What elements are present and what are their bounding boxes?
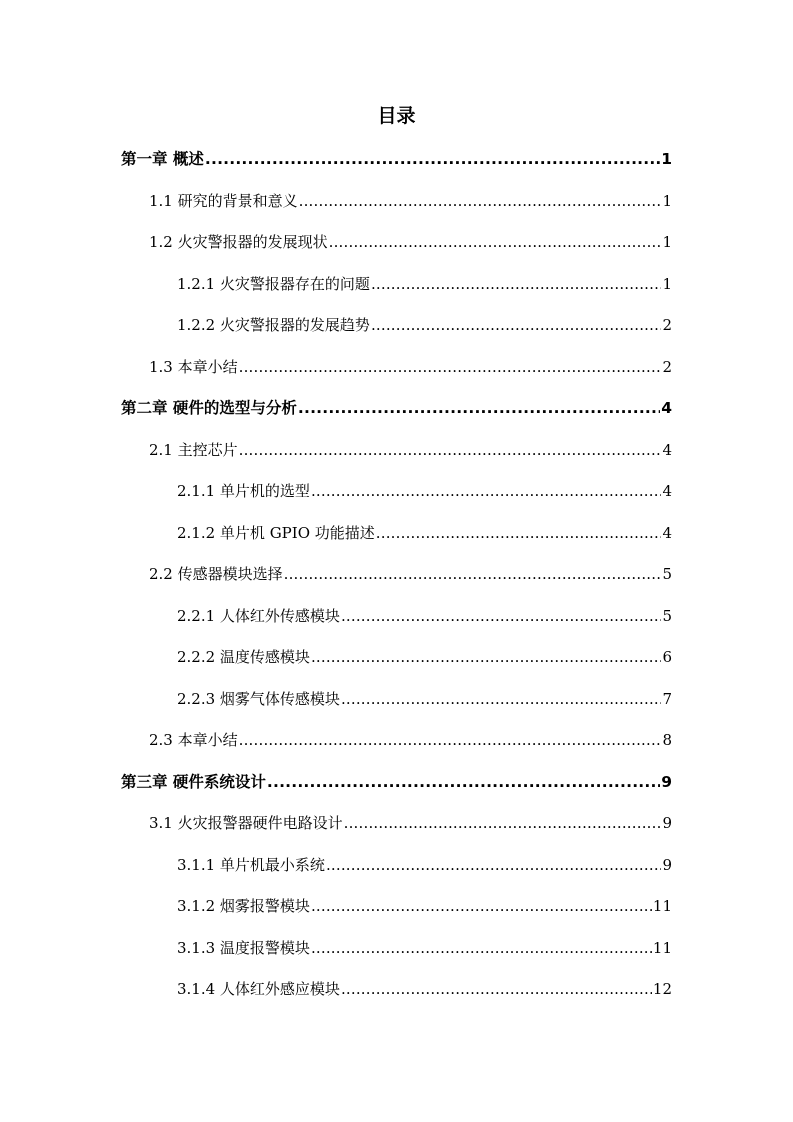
toc-section-entry[interactable] (149, 190, 672, 212)
toc-dot-leader (341, 605, 662, 627)
toc-dot-leader (311, 480, 662, 502)
toc-page-number: 7 (662, 689, 672, 708)
toc-dot-leader (205, 148, 660, 170)
toc-page-number: 1 (661, 150, 672, 168)
toc-entry-title: 3.1 火灾报警器硬件电路设计 (149, 814, 343, 832)
toc-entry-title: 3.1.4 人体红外感应模块 (177, 980, 340, 998)
toc-dot-leader (311, 646, 662, 668)
toc-entry-title: 3.1.2 烟雾报警模块 (177, 897, 310, 915)
toc-page-number: 5 (662, 565, 672, 583)
toc-chapter-entry[interactable] (121, 771, 672, 793)
toc-dot-leader (239, 439, 662, 461)
toc-page-number: 1 (662, 274, 672, 293)
toc-subsection-entry[interactable] (177, 314, 672, 336)
toc-page-number: 4 (661, 399, 672, 417)
toc-page-number: 8 (662, 731, 672, 749)
toc-page-number: 9 (661, 772, 672, 791)
toc-entry-title: 3.1.3 温度报警模块 (177, 938, 310, 957)
toc-subsection-entry[interactable] (177, 273, 672, 295)
toc-entry-title: 2.3 本章小结 (149, 731, 238, 749)
toc-section-entry[interactable] (149, 439, 672, 461)
toc-entry-title: 第二章 硬件的选型与分析 (121, 399, 297, 417)
toc-title: 目录 (377, 105, 416, 127)
toc-chapter-entry[interactable] (121, 397, 672, 419)
toc-page-number: 1 (662, 233, 672, 251)
toc-subsection-entry[interactable] (177, 937, 672, 959)
toc-section-entry[interactable] (149, 356, 672, 378)
toc-dot-leader (376, 522, 662, 544)
toc-subsection-entry[interactable] (177, 646, 672, 668)
toc-dot-leader (267, 771, 660, 793)
toc-dot-leader (341, 978, 652, 1000)
toc-entry-title: 1.3 本章小结 (149, 357, 238, 376)
toc-subsection-entry[interactable] (177, 688, 672, 710)
toc-entry-title: 2.2 传感器模块选择 (149, 565, 283, 583)
toc-page-number: 9 (662, 855, 672, 874)
toc-page-number: 5 (662, 606, 672, 625)
toc-subsection-entry[interactable] (177, 480, 672, 502)
toc-dot-leader (311, 895, 652, 917)
toc-entry-title: 2.2.1 人体红外传感模块 (177, 606, 340, 625)
toc-entry-title: 1.1 研究的背景和意义 (149, 191, 298, 210)
toc-dot-leader (344, 812, 662, 834)
toc-dot-leader (311, 937, 652, 959)
toc-entry-title: 1.2 火灾警报器的发展现状 (149, 233, 328, 251)
toc-entry-title: 第一章 概述 (121, 150, 204, 168)
toc-entry-title: 2.1.2 单片机 GPIO 功能描述 (177, 523, 375, 542)
toc-dot-leader (326, 854, 662, 876)
toc-page-number: 2 (662, 316, 672, 334)
toc-subsection-entry[interactable] (177, 854, 672, 876)
toc-section-entry[interactable] (149, 231, 672, 253)
toc-section-entry[interactable] (149, 563, 672, 585)
toc-dot-leader (239, 729, 662, 751)
toc-page-number: 11 (652, 938, 672, 957)
toc-page-number: 4 (662, 482, 672, 500)
toc-page-number: 1 (662, 191, 672, 210)
toc-page-number: 4 (662, 523, 672, 542)
toc-entry-title: 2.1.1 单片机的选型 (177, 482, 310, 500)
toc-dot-leader (299, 190, 662, 212)
toc-dot-leader (341, 688, 662, 710)
toc-page-number: 4 (662, 440, 672, 459)
toc-entry-title: 2.2.3 烟雾气体传感模块 (177, 689, 340, 708)
toc-section-entry[interactable] (149, 812, 672, 834)
toc-page-number: 11 (652, 897, 672, 915)
toc-entry-title: 1.2.2 火灾警报器的发展趋势 (177, 316, 370, 334)
toc-dot-leader (329, 231, 662, 253)
toc-subsection-entry[interactable] (177, 895, 672, 917)
toc-dot-leader (371, 314, 662, 336)
toc-dot-leader (284, 563, 662, 585)
toc-entry-title: 第三章 硬件系统设计 (121, 772, 266, 791)
toc-entry-title: 3.1.1 单片机最小系统 (177, 855, 325, 874)
toc-subsection-entry[interactable] (177, 522, 672, 544)
toc-dot-leader (371, 273, 662, 295)
toc-dot-leader (298, 397, 660, 419)
toc-page-number: 12 (652, 980, 672, 998)
toc-chapter-entry[interactable] (121, 148, 672, 170)
toc-page-number: 2 (662, 357, 672, 376)
toc-subsection-entry[interactable] (177, 978, 672, 1000)
toc-section-entry[interactable] (149, 729, 672, 751)
toc-subsection-entry[interactable] (177, 605, 672, 627)
toc-entry-title: 2.1 主控芯片 (149, 440, 238, 459)
toc-entry-title: 2.2.2 温度传感模块 (177, 648, 310, 666)
toc-entry-title: 1.2.1 火灾警报器存在的问题 (177, 274, 370, 293)
toc-page-number: 6 (662, 648, 672, 666)
toc-dot-leader (239, 356, 662, 378)
toc-page-number: 9 (662, 814, 672, 832)
